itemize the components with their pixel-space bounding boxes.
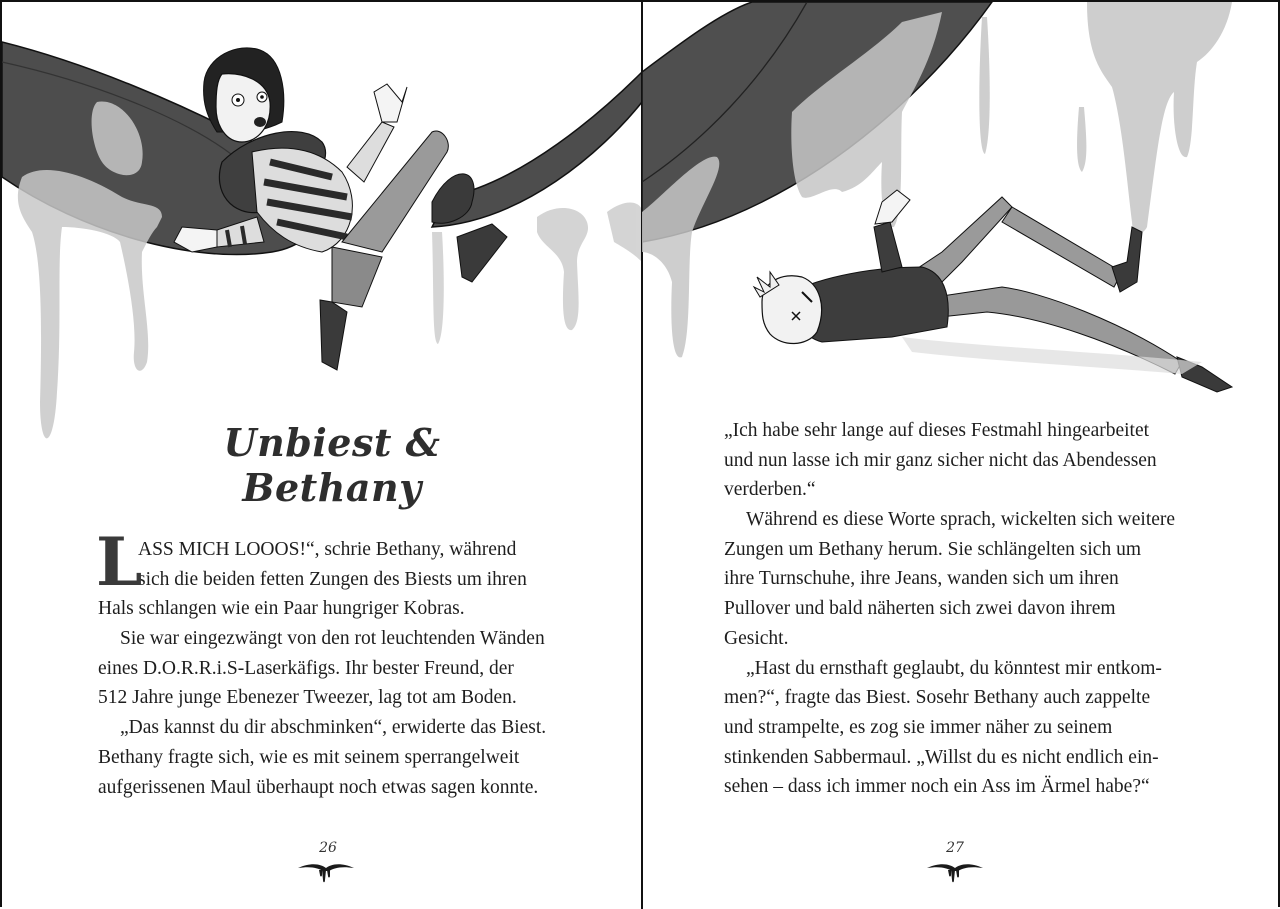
- text-line: ihre Turnschuhe, ihre Jeans, wanden sich um ihren: [724, 568, 1119, 590]
- text-line: „Ich habe sehr lange auf dieses Festmahl hingearbeitet: [724, 420, 1150, 441]
- page-number: 26: [319, 840, 337, 856]
- text-line: und strampelte, es zog sie immer näher zu seinem: [724, 716, 1113, 738]
- text-line: Während es diese Worte sprach, wickelten sich weitere: [746, 509, 1176, 531]
- text-line: und nun lasse ich mir ganz sicher nicht das Abendessen: [724, 449, 1157, 471]
- chapter-title: Unbiest & Bethany: [223, 420, 441, 510]
- text-line: men?“, fragte das Biest. Sosehr Bethany auch zappelte: [724, 687, 1151, 709]
- text-line: Gesicht.: [724, 627, 789, 649]
- text-line: Zungen um Bethany herum. Sie schlängelten sich um: [724, 538, 1141, 560]
- left-page: [2, 2, 642, 909]
- text-line: verderben.“: [724, 479, 816, 501]
- left-page-text: [96, 523, 568, 802]
- text-line: aufgerissenen Maul überhaupt noch etwas sagen konnte.: [98, 776, 539, 798]
- drop-cap: L: [96, 523, 143, 601]
- page-number: 27: [946, 840, 964, 856]
- text-line: L ASS MICH LOOOS!“, schrie Bethany, während: [96, 523, 517, 601]
- man-lying-on-floor-icon: [642, 2, 1280, 402]
- text-line: Sie war eingezwängt von den rot leuchtenden Wänden: [120, 628, 545, 650]
- right-page: [642, 2, 1280, 909]
- text-line: „Hast du ernsthaft geglaubt, du könntest mir entkom-: [746, 657, 1162, 679]
- text-line: „Das kannst du dir abschminken“, erwiderte das Biest.: [120, 717, 547, 739]
- text-line: stinkenden Sabbermaul. „Willst du es nicht endlich ein-: [724, 746, 1159, 768]
- text-line: Bethany fragte sich, wie es mit seinem sperrangelweit: [98, 746, 520, 768]
- right-page-text: [724, 416, 1194, 802]
- text-line: eines D.O.R.R.i.S-Laserkäfigs. Ihr bester Freund, der: [98, 657, 514, 679]
- text-line: 512 Jahre junge Ebenezer Tweezer, lag tot am Boden.: [98, 687, 517, 709]
- girl-entangled-by-tongues-icon: [2, 2, 642, 462]
- text-line: Pullover und bald näherten sich zwei davon ihrem: [724, 598, 1116, 620]
- text-line: sich die beiden fetten Zungen des Biests um ihren: [138, 568, 527, 590]
- text-line: sehen – dass ich immer noch ein Ass im Ärmel habe?“: [724, 776, 1150, 798]
- drip-ornament-icon: [925, 858, 985, 884]
- text-line: Hals schlangen wie ein Paar hungriger Kobras.: [98, 598, 465, 620]
- drip-ornament-icon: [296, 858, 356, 884]
